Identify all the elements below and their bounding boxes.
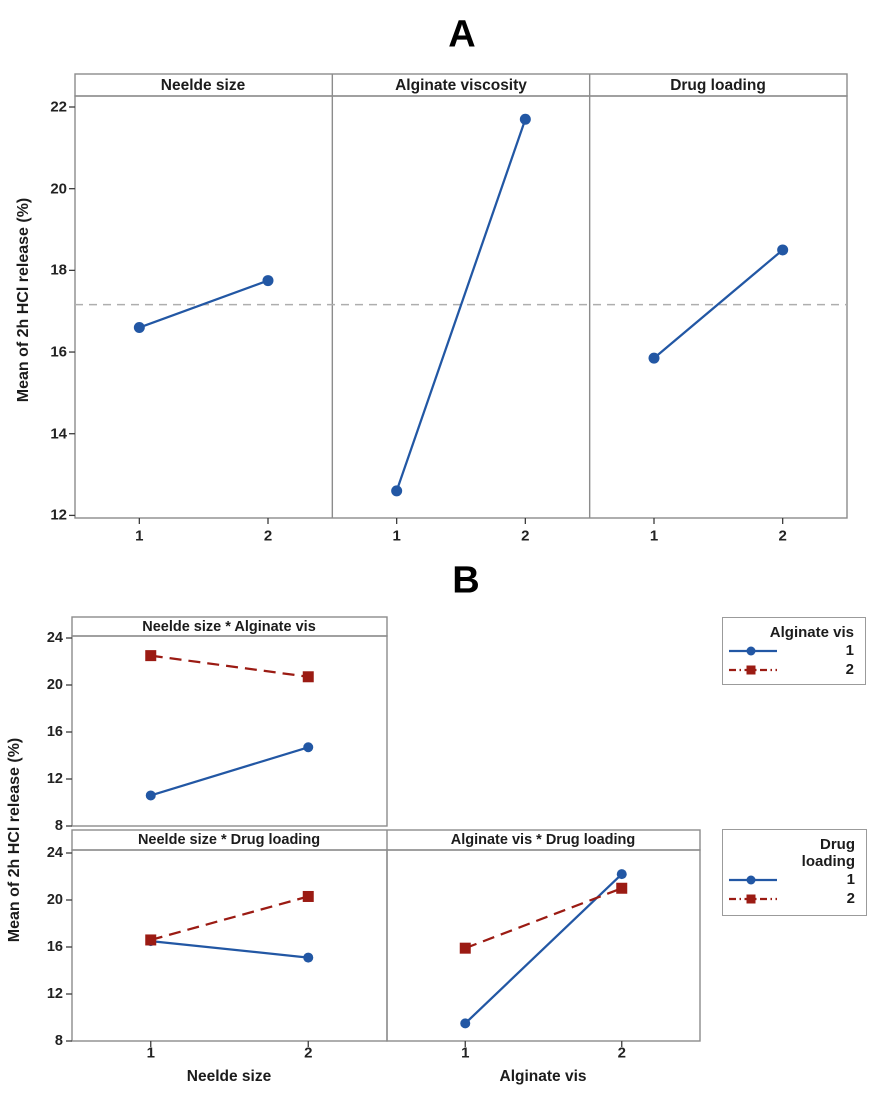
- legend-entry-alginate-1: [723, 641, 865, 660]
- panel-b-y-tick-label: 20: [46, 677, 63, 693]
- panel-b-x-axis-title-alginate-vis: Alginate vis: [499, 1068, 587, 1085]
- panel-a-header-alginate-viscosity: Alginate viscosity: [395, 77, 527, 94]
- legend-alginate-vis-title: Alginate vis: [769, 624, 854, 641]
- panel-b-y-tick-label: 16: [46, 939, 63, 955]
- panel-a-x-tick-label: 1: [649, 527, 659, 545]
- panel-a-header-needle-size: Neelde size: [160, 77, 246, 94]
- panel-b-header-needle-drug: Neelde size * Drug loading: [137, 832, 321, 848]
- panel-a-y-axis-title: Mean of 2h HCl release (%): [15, 197, 32, 403]
- legend-entry-alginate-2: [723, 660, 865, 679]
- panel-a-x-tick-label: 2: [521, 527, 530, 545]
- legend-drug-loading-title-line1: Drug: [820, 836, 855, 853]
- panel-a-y-tick-label: 16: [50, 343, 67, 361]
- panel-b-x-tick-label: 2: [304, 1044, 313, 1062]
- panel-a-x-tick-label: 2: [778, 527, 787, 545]
- panel-b-header-alginate-drug: Alginate vis * Drug loading: [450, 832, 636, 848]
- panel-a-x-tick-label: 1: [392, 527, 401, 545]
- panel-a-y-tick-label: 22: [50, 98, 67, 116]
- panel-a-title: A: [448, 13, 476, 56]
- panel-b-x-tick-label: 1: [461, 1044, 470, 1062]
- panel-b-y-tick-label: 8: [54, 1033, 63, 1049]
- panel-b-x-tick-label: 1: [146, 1044, 155, 1062]
- legend-entry-label: 1: [846, 871, 855, 888]
- legend-drug-loading: [722, 829, 867, 916]
- panel-a-y-tick-label: 14: [50, 425, 67, 443]
- legend-entry-label: 1: [845, 642, 854, 659]
- panel-b-header-needle-alginate: Neelde size * Alginate vis: [142, 619, 316, 635]
- legend-sample-red-square: [728, 661, 778, 679]
- panel-a-x-tick-label: 2: [263, 527, 273, 545]
- panel-b-y-tick-label: 16: [46, 724, 63, 740]
- legend-entry-label: 2: [845, 661, 854, 678]
- panel-a-y-tick-label: 12: [50, 506, 67, 524]
- panel-b-y-tick-label: 24: [46, 845, 63, 861]
- legend-drug-loading-title-line2: loading: [801, 853, 855, 870]
- panel-b-x-axis-title-needle-size: Neelde size: [186, 1068, 272, 1085]
- panel-b-y-tick-label: 20: [46, 892, 63, 908]
- legend-sample-blue-circle: [728, 642, 778, 660]
- panel-a-header-drug-loading: Drug loading: [670, 77, 766, 94]
- legend-entry-drug-1: [723, 870, 866, 889]
- panel-b-y-tick-label: 12: [46, 986, 63, 1002]
- panel-a-y-tick-label: 20: [50, 180, 67, 198]
- panel-b-y-tick-label: 8: [54, 818, 63, 834]
- panel-b-title: B: [452, 559, 480, 602]
- panel-b-y-tick-label: 12: [46, 771, 63, 787]
- legend-sample-red-square: [728, 890, 778, 908]
- panel-a-x-tick-label: 1: [135, 527, 144, 545]
- legend-entry-label: 2: [846, 890, 855, 907]
- panel-b-x-tick-label: 2: [617, 1044, 626, 1062]
- panel-b-y-axis-title: Mean of 2h HCl release (%): [6, 737, 23, 943]
- legend-alginate-vis: [722, 617, 866, 685]
- legend-sample-blue-circle: [728, 871, 778, 889]
- panel-b-y-tick-label: 24: [46, 630, 63, 646]
- legend-entry-drug-2: [723, 889, 866, 908]
- panel-a-y-tick-label: 18: [50, 261, 67, 279]
